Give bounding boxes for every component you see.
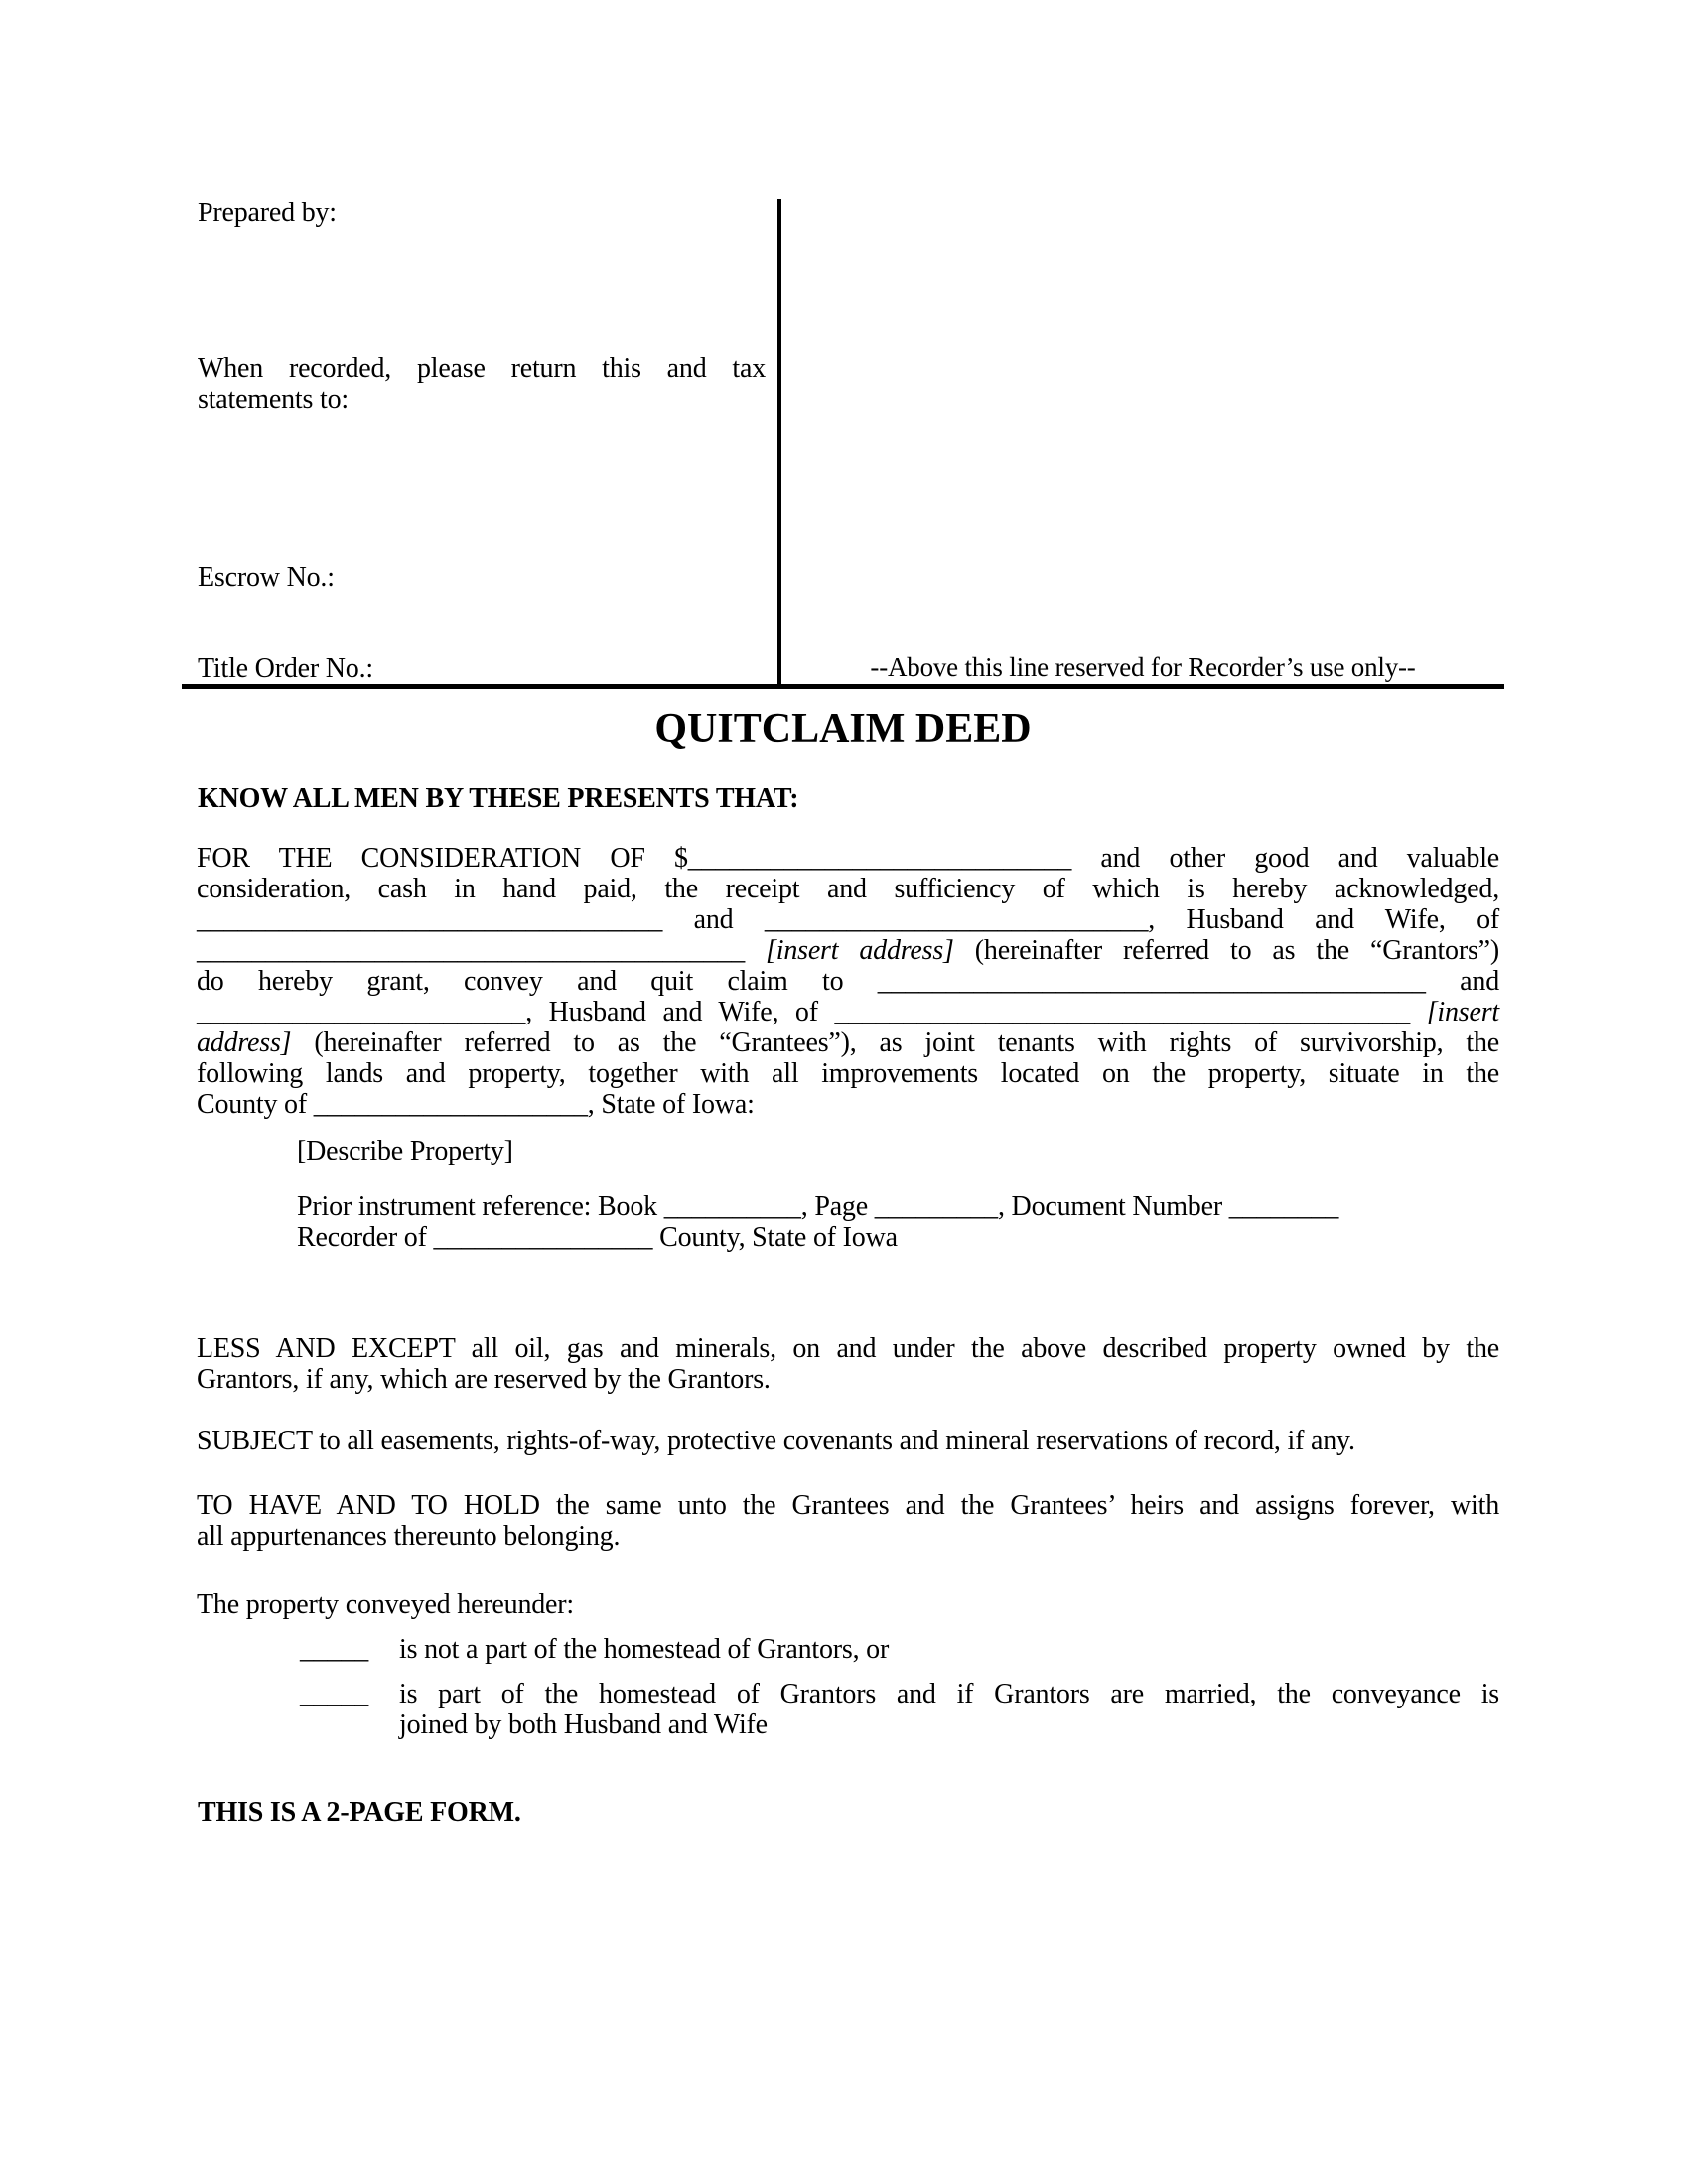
homestead-option-2 [399,1679,1499,1740]
grantees-designation: (hereinafter referred to as the “Grantees”), as joint tenants with rights of survivorship, the [291,1027,1499,1058]
grantee-name-blank: ________________________, Husband and Wife, of __________________________________________ [197,997,1427,1027]
recorder-of-line: Recorder of ________________ County, State of Iowa [297,1222,898,1253]
property-conveyed-intro: The property conveyed hereunder: [197,1589,574,1620]
habendum-line: all appurtenances thereunto belonging. [197,1521,621,1552]
describe-property-placeholder: [Describe Property] [297,1136,513,1166]
deed-clause-line [197,1027,1499,1058]
header-rule [182,684,1504,689]
escrow-no-label: Escrow No.: [198,562,335,593]
title-order-no-label: Title Order No.: [198,653,373,684]
deed-clause-line: do hereby grant, convey and quit claim to ________________________________________ and [197,966,1499,997]
less-except-line: Grantors, if any, which are reserved by the Grantors. [197,1364,771,1395]
prior-reference-line: Prior instrument reference: Book __________, Page _________, Document Number ________ [297,1191,1339,1222]
habendum-clause [197,1490,1499,1552]
consideration-clause [197,843,1499,1120]
recorder-box-divider [777,199,781,684]
return-to-note [198,353,766,415]
two-page-form-note: THIS IS A 2-PAGE FORM. [198,1797,521,1828]
deed-clause-line [197,935,1499,966]
deed-clause-line: consideration, cash in hand paid, the receipt and sufficiency of which is hereby acknowledged, [197,874,1499,904]
deed-clause-line: following lands and property, together with all improvements located on the property, situate in the [197,1058,1499,1089]
insert-address-placeholder: [insert address] [766,935,954,966]
deed-clause-line: County of ____________________, State of Iowa: [197,1089,755,1120]
homestead-option-1: is not a part of the homestead of Grantors, or [399,1634,890,1665]
deed-clause-line [197,997,1499,1027]
return-to-line: statements to: [198,384,349,415]
less-except-line: LESS AND EXCEPT all oil, gas and minerals, on and under the above described property owned by the [197,1333,1499,1364]
deed-clause-line: FOR THE CONSIDERATION OF $____________________________ and other good and valuable [197,843,1499,874]
deed-clause-line: __________________________________ and ____________________________, Husband and Wife, of [197,904,1499,935]
insert-address-placeholder: [insert [1426,997,1499,1027]
homestead-option2-blank: _____ [300,1679,369,1709]
prepared-by-label: Prepared by: [198,198,337,228]
habendum-line: TO HAVE AND TO HOLD the same unto the Grantees and the Grantees’ heirs and assigns forever, with [197,1490,1499,1521]
subject-clause: SUBJECT to all easements, rights-of-way, protective covenants and mineral reservations of record, if any. [197,1426,1355,1456]
opening-clause: KNOW ALL MEN BY THESE PRESENTS THAT: [198,783,799,814]
grantor-address-blank: ________________________________________ [197,935,767,966]
less-and-except-clause [197,1333,1499,1395]
prior-instrument-reference [297,1191,1498,1253]
grantors-designation: (hereinafter referred to as the “Grantors”) [953,935,1500,966]
return-to-line: When recorded, please return this and tax [198,353,766,384]
insert-address-placeholder: address] [197,1027,292,1058]
homestead-option2-line: is part of the homestead of Grantors and if Grantors are married, the conveyance is [399,1679,1499,1709]
homestead-option1-blank: _____ [300,1634,369,1665]
homestead-option2-line: joined by both Husband and Wife [399,1709,768,1740]
document-title: QUITCLAIM DEED [654,706,1032,751]
recorder-use-note: --Above this line reserved for Recorder’s use only-- [870,652,1416,682]
